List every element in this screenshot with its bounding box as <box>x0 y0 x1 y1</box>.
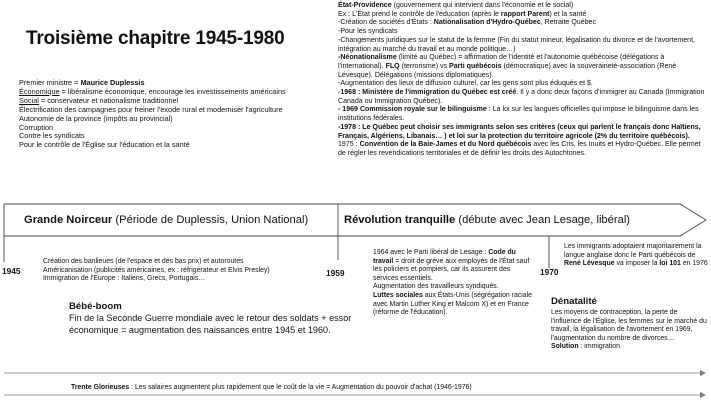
note-line <box>373 249 535 283</box>
bebe-boom-title: Bébé-boom <box>69 301 122 312</box>
text: -1968 : Ministère de l'immigration du Québec est créé <box>338 89 517 97</box>
text: Premier ministre = <box>19 78 81 87</box>
text: Code du travail <box>373 249 516 265</box>
text: 1975 : <box>338 141 360 149</box>
text: État-Providence <box>338 2 392 9</box>
text: René Lévesque <box>564 260 615 268</box>
premier-name: Maurice Duplessis <box>80 78 145 87</box>
text: va imposer la <box>614 260 660 268</box>
bebe-boom-text: Fin de la Seconde Guerre mondiale avec le retour des soldats + essor économique = augmentation des naissances entre 1945 et 1960. <box>69 313 352 335</box>
text: , Retraite Québec <box>540 19 596 27</box>
text: en 1976 <box>680 260 708 268</box>
note-line <box>551 343 707 352</box>
text: avec les Cris, les Inuits et Hydro-Québec. Elle permet de régler les revendications territoriales et de définir les droits des Autochtones. <box>338 141 701 157</box>
text: = droit de grève aux employés de l'État sauf les policiers et pompiers, car ils assurent des services essentiels. <box>373 257 530 282</box>
text: = conservateur et nationalisme traditionnel <box>38 95 179 105</box>
note-line: Immigration de l'Europe : Italiens, Grecs, Portugais… <box>43 275 206 283</box>
note-line: -Augmentation des lieux de diffusion culturel, car les gens sont plus éduqués et $. <box>338 80 593 88</box>
text: - 1969 Commission royale sur le bilinguisme <box>338 106 487 114</box>
year-1945: 1945 <box>2 266 21 276</box>
text: FLQ <box>385 62 400 70</box>
note-line: -Changements juridiques sur le statut de la femme (Fin du statut mineur, légalisation du divorce et de l'avortement, intégration au marché du travail et au monde politique…) <box>338 36 696 53</box>
text: aux États-Unis (ségrégation raciale avec Martin Luther King et Malcom X) et en France (réforme de l'éducation). <box>373 291 532 317</box>
note-line: Augmentation des travailleurs syndiqués. <box>373 283 499 291</box>
trente-glorieuses <box>71 384 472 391</box>
text: ) et la santé <box>549 10 587 18</box>
note-line: Électrification des campagnes pour freiner l'exode rural et moderniser l'agriculture <box>19 104 283 114</box>
text: : Les salaires augmentent plus rapidement que le coût de la vie = Augmentation du pouvoir d'achat (1946-1976) <box>129 384 472 391</box>
year-1970: 1970 <box>540 267 559 277</box>
text: 1964 avec le Parti libéral de Lesage : <box>373 249 489 256</box>
text: : La loi sur les langues officielles qui impose le bilinguisme dans les institutions fédérales. <box>338 106 699 123</box>
note-line: Pour le contrôle de l'Église sur l'éducation et la santé <box>19 140 190 150</box>
note-line: Autonomie de la province (impôts au provincial) <box>19 113 173 123</box>
text: Économique <box>19 86 60 96</box>
era-name: Révolution tranquille <box>344 214 456 226</box>
text: (gouvernement qui intervient dans l'économie et le social) <box>391 2 574 9</box>
note-line: Corruption <box>19 122 54 132</box>
notes-1970 <box>564 243 709 269</box>
text: (terrorisme) vs <box>399 62 450 70</box>
text: : immigration <box>578 343 620 351</box>
note-line: Création des banlieues (de l'espace et des bas prix) et autoroutes <box>43 258 244 265</box>
text: Solution <box>551 343 579 351</box>
text: Trente Glorieuses <box>71 384 130 391</box>
era-revolution-tranquille <box>344 214 630 226</box>
text: . Il y a donc deux façons d'immigrer au Canada (Immigration Canada ou Immigration Québec). <box>338 89 705 105</box>
text: Convention de la Baie-James et du Nord québécois <box>359 141 532 149</box>
text: Les immigrants adoptaient majoritairement la langue anglaise donc le Parti québécois de <box>564 243 702 259</box>
text: -Création de sociétés d'États : <box>338 19 434 27</box>
year-1959: 1959 <box>326 268 345 278</box>
text: Parti québécois <box>449 62 502 70</box>
era-name: Grande Noirceur <box>24 214 113 226</box>
notes-1959 <box>373 249 535 318</box>
text: Luttes sociales <box>373 291 423 299</box>
text: (démocratique) avec la souveraineté-association (René Lévesque). Délégations (missions diplomatiques). <box>338 62 677 79</box>
text: Nationalisation d'Hydro-Québec <box>433 19 541 27</box>
notes-1945 <box>43 258 270 284</box>
text: rapport Parent <box>500 10 550 18</box>
text: -Néonationalisme <box>338 54 397 62</box>
note-line: Les moyens de contraception, la perte de l'influence de l'Église, les femmes sur le marché du travail, la légalisation de l'avortement en 1969, l'augmentation du nombre de divorces… <box>551 309 707 342</box>
denatalite-notes <box>551 309 707 352</box>
text: = libéralisme économique, encourage les investissements américains <box>59 86 286 96</box>
text: Social <box>19 95 39 105</box>
era-detail: (débute avec Jean Lesage, libéral) <box>455 214 631 226</box>
note-line: -Pour les syndicats <box>338 28 398 36</box>
text: (limité au Québec) = affirmation de l'identité et l'autonomie québécoise (délégations à l'international). <box>338 54 665 70</box>
text: Ex : L'État prend le contrôle de l'éducation (après le <box>338 10 501 18</box>
era-detail: (Période de Duplessis, Union National) <box>112 214 309 226</box>
era-grande-noirceur <box>24 214 308 226</box>
note-line: Contre les syndicats <box>19 131 85 141</box>
text: loi 101 <box>659 260 681 268</box>
note-line: -1978 : Le Québec peut choisir ses immigrants selon ses critères (ceux qui parlent le français donc Haïtiens, Français, Algériens, Libanais… ) et loi sur la protection du territoire agricole (2% du territoire québécois). <box>338 123 701 140</box>
chapter-title: Troisième chapitre 1945-1980 <box>26 28 285 49</box>
denatalite-title: Dénatalité <box>551 296 597 307</box>
note-line: Américanisation (publicités américaines, ex : réfrigérateur et Elvis Presley) <box>43 266 270 274</box>
